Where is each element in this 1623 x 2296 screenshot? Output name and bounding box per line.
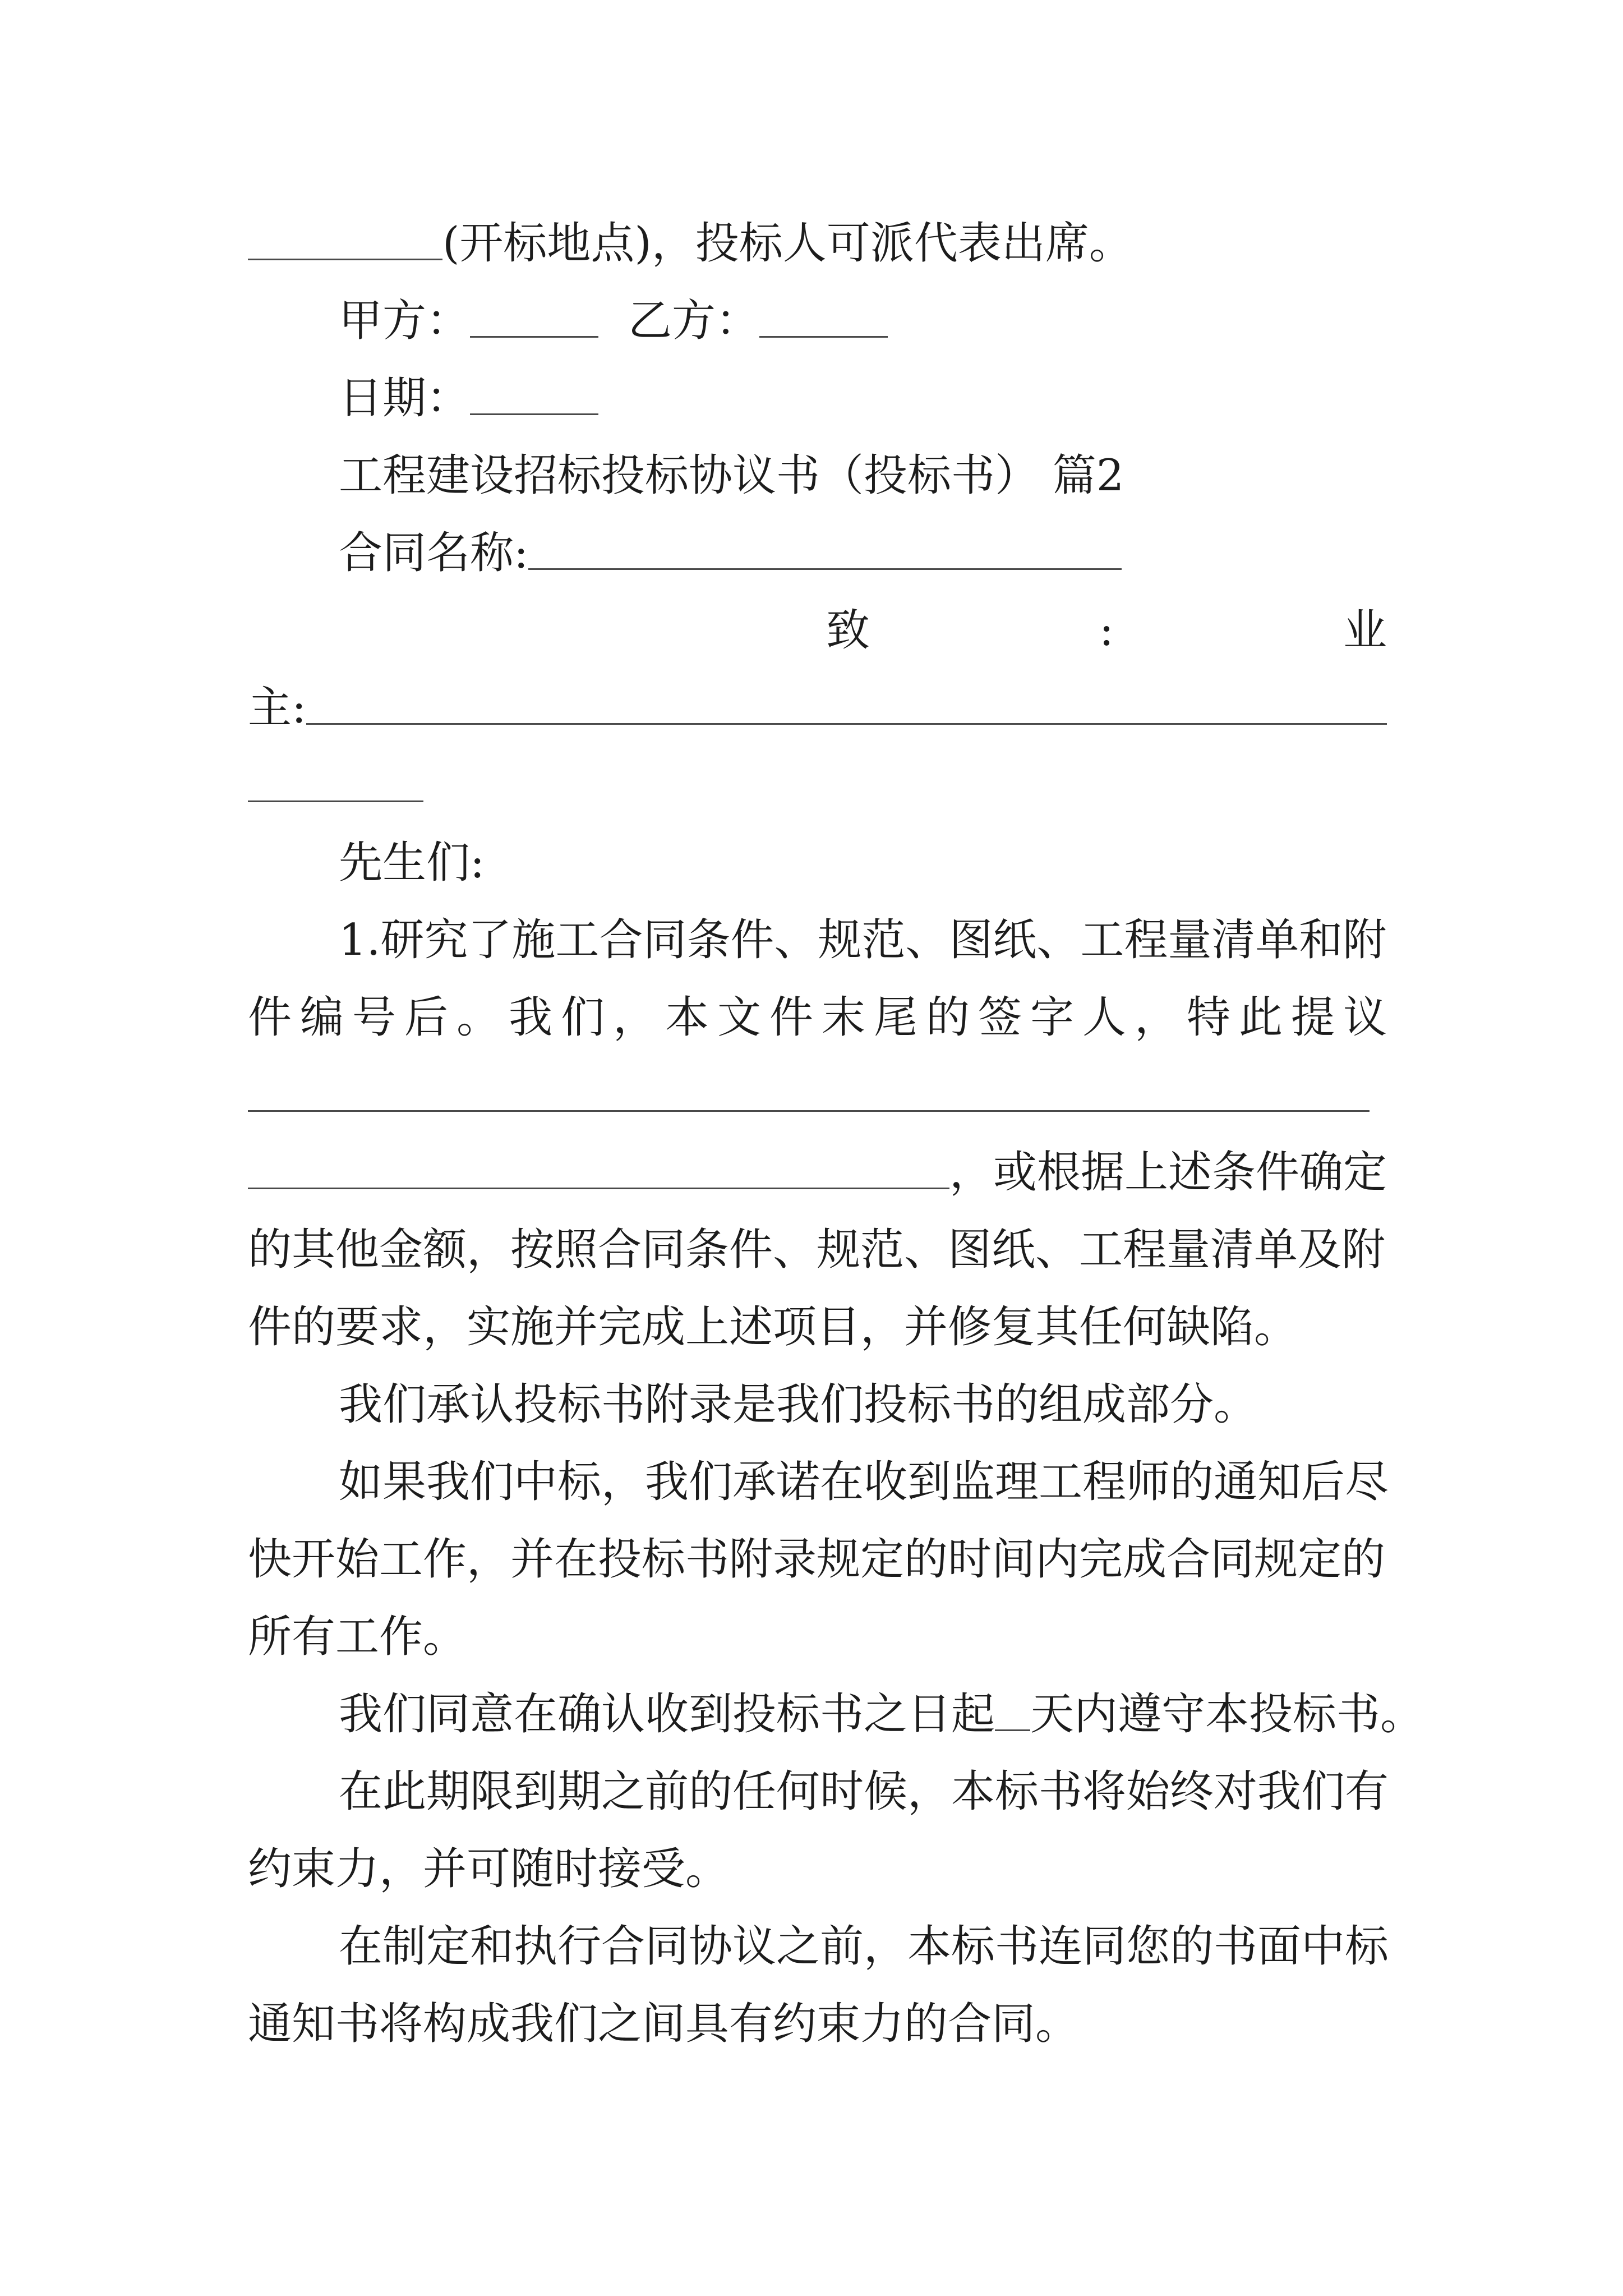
clause1-line1: 1.研究了施工合同条件、规范、图纸、工程量清单和附 bbox=[339, 915, 1387, 965]
contract-line2: 通知书将构成我们之间具有约束力的合同。 bbox=[248, 1999, 1080, 2049]
document-page bbox=[248, 205, 1424, 2063]
to-colon: : bbox=[1099, 605, 1114, 656]
commitment-line3: 所有工作。 bbox=[248, 1612, 467, 1662]
contract-line1: 在制定和执行合同协议之前，本标书连同您的书面中标 bbox=[339, 1921, 1389, 1972]
contract-name-blank bbox=[528, 568, 1122, 570]
clause1-line3-suffix: ，或根据上述条件确定 bbox=[949, 1147, 1387, 1198]
validity-line bbox=[248, 1676, 1424, 1753]
party-b-label: 乙方： bbox=[628, 296, 760, 346]
commitment-line2: 快开始工作，并在投标书附录规定的时间内完成合同规定的 bbox=[248, 1534, 1386, 1585]
owner-label: 主: bbox=[248, 683, 307, 733]
binding-line1: 在此期限到期之前的任何时候，本标书将始终对我们有 bbox=[339, 1766, 1389, 1817]
owner-first-char: 业 bbox=[1343, 605, 1387, 656]
clause1-line5: 件的要求，实施并完成上述项目，并修复其任何缺陷。 bbox=[248, 1302, 1298, 1352]
salutation: 先生们: bbox=[339, 838, 485, 888]
owner-blank-continued-line bbox=[248, 747, 1387, 824]
parties-line bbox=[248, 282, 1387, 360]
validity-after-blank: 天内遵守本投标书。 bbox=[1030, 1689, 1424, 1740]
commitment-line1: 如果我们中标，我们承诺在收到监理工程师的通知后尽 bbox=[339, 1457, 1389, 1507]
addressee-justified bbox=[826, 592, 1387, 669]
owner-blank-continued bbox=[248, 800, 423, 802]
amount-blank-continued bbox=[248, 1187, 949, 1189]
owner-blank bbox=[306, 723, 1387, 725]
appendix-paragraph: 我们承认投标书附录是我们投标书的组成部分。 bbox=[339, 1379, 1258, 1430]
date-label: 日期： bbox=[339, 373, 471, 424]
contract-name-line bbox=[248, 514, 1387, 592]
validity-before-blank: 我们同意在确认收到投标书之日起 bbox=[339, 1689, 995, 1740]
clause1-line3 bbox=[248, 1134, 1387, 1211]
to-word: 致 bbox=[826, 605, 870, 656]
contract-name-label: 合同名称: bbox=[339, 528, 529, 578]
clause1-line4: 的其他金额，按照合同条件、规范、图纸、工程量清单及附 bbox=[248, 1225, 1386, 1275]
date-line bbox=[248, 360, 1387, 437]
clause1-line2: 件编号后。我们，本文件末尾的签字人，特此提议 bbox=[248, 992, 1387, 1043]
addressee-line bbox=[248, 592, 1387, 669]
date-blank bbox=[470, 413, 598, 415]
party-a-label: 甲方： bbox=[339, 296, 471, 346]
venue-text: (开标地点)，投标人可派代表出席。 bbox=[442, 218, 1133, 269]
section-title: 工程建设招标投标协议书（投标书） 篇2 bbox=[339, 450, 1124, 501]
clause1-amount-line bbox=[248, 1056, 1387, 1134]
party-a-blank bbox=[470, 335, 598, 338]
party-b-blank bbox=[759, 335, 888, 338]
days-blank bbox=[995, 1729, 1030, 1731]
amount-blank bbox=[248, 1110, 1370, 1112]
owner-line bbox=[248, 669, 1387, 747]
blank-underline bbox=[248, 258, 442, 260]
venue-line bbox=[248, 205, 1387, 282]
binding-line2: 约束力，并可随时接受。 bbox=[248, 1844, 730, 1894]
